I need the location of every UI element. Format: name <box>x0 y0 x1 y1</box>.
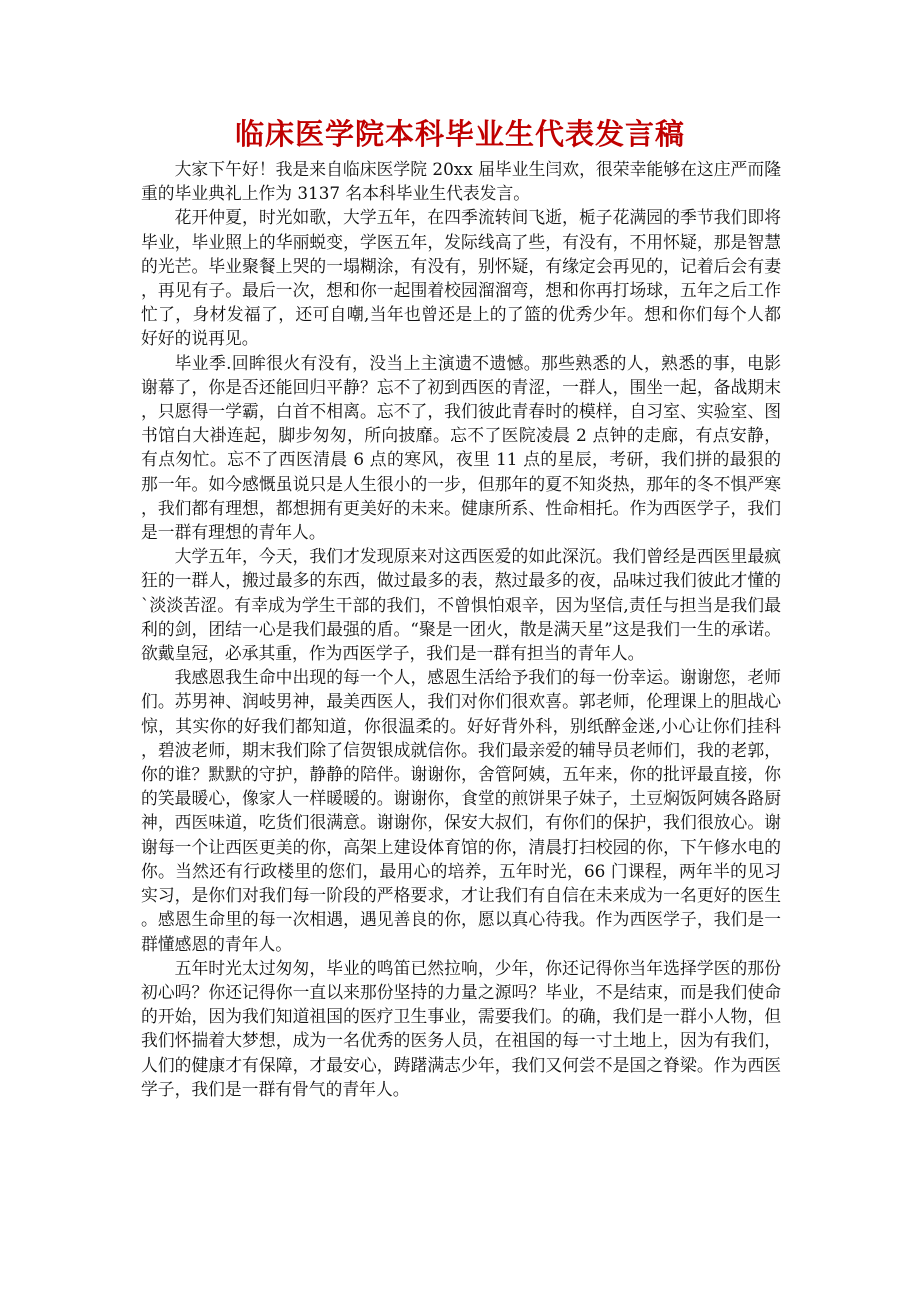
paragraph-greeting: 大家下午好！我是来自临床医学院 20xx 届毕业生闫欢，很荣幸能够在这庄严而隆重的毕业典礼上作为 3137 名本科毕业生代表发言。 <box>141 159 781 204</box>
paragraph-graduation-season: 花开仲夏，时光如歌，大学五年，在四季流转间飞逝，栀子花满园的季节我们即将毕业，毕业照上的华丽蜕变，学医五年，发际线高了些，有没有，不用怀疑，那是智慧的光芒。毕业聚餐上哭的一塌糊涂，有没有，别怀疑，有缘定会再见的，记着后会有妻，再见有子。最后一次，想和你一起围着校园溜溜弯，想和你再打场球，五年之后工作忙了，身材发福了，还可自嘲,当年也曾还是上的了篮的优秀少年。想和你们每个人都好好的说再见。 <box>141 207 781 349</box>
paragraph-gratitude: 我感恩我生命中出现的每一个人，感恩生活给予我们的每一份幸运。谢谢您，老师们。苏男神、润岐男神，最美西医人，我们对你们很欢喜。郭老师，伦理课上的胆战心惊，其实你的好我们都知道，你很温柔的。好好背外科，别纸醉金迷,小心让你们挂科，碧波老师，期末我们除了信贺银成就信你。我们最亲爱的辅导员老师们，我的老郭，你的谁？默默的守护，静静的陪伴。谢谢你，舍管阿姨，五年来，你的批评最直接，你的笑最暖心，像家人一样暖暖的。谢谢你，食堂的煎饼果子妹子，土豆焖饭阿姨各路厨神，西医味道，吃货们很满意。谢谢你，保安大叔们，有你们的保护，我们很放心。谢谢每一个让西医更美的你，高架上建设体育馆的你，清晨打扫校园的你，下午修水电的你。当然还有行政楼里的您们，最用心的培养，五年时光，66 门课程，两年半的见习实习，是你们对我们每一阶段的严格要求，才让我们有自信在未来成为一名更好的医生。感恩生命里的每一次相遇，遇见善良的你，愿以真心待我。作为西医学子，我们是一群懂感恩的青年人。 <box>141 667 781 954</box>
paragraph-memories: 毕业季.回眸很火有没有，没当上主演遗不遗憾。那些熟悉的人，熟悉的事，电影谢幕了，你是否还能回归平静？忘不了初到西医的青涩，一群人，围坐一起，备战期末，只愿得一学霸，白首不相离。忘不了，我们彼此青春时的模样，自习室、实验室、图书馆白大褂连起，脚步匆匆，所向披靡。忘不了医院凌晨 2 点钟的走廊，有点安静，有点匆忙。忘不了西医清晨 6 点的寒风，夜里 11 点的星辰，考研，我们拼的最狠的那一年。如今感慨虽说只是人生很小的一步，但那年的夏不知炎热，那年的冬不惧严寒，我们都有理想，都想拥有更美好的未来。健康所系、性命相托。作为西医学子，我们是一群有理想的青年人。 <box>141 352 781 543</box>
paragraph-five-years: 大学五年，今天，我们才发现原来对这西医爱的如此深沉。我们曾经是西医里最疯狂的一群人，搬过最多的东西，做过最多的表，熬过最多的夜，品味过我们彼此才懂的`淡淡苦涩。有幸成为学生干部的我们，不曾惧怕艰辛，因为坚信,责任与担当是我们最利的剑，团结一心是我们最强的盾。“聚是一团火，散是满天星”这是我们一生的承诺。欲戴皇冠，必承其重，作为西医学子，我们是一群有担当的青年人。 <box>141 546 781 664</box>
document-body <box>141 157 781 1101</box>
paragraph-mission: 五年时光太过匆匆，毕业的鸣笛已然拉响，少年，你还记得你当年选择学医的那份初心吗？你还记得你一直以来那份坚持的力量之源吗？毕业，不是结束，而是我们使命的开始，因为我们知道祖国的医疗卫生事业，需要我们。的确，我们是一群小人物，但我们怀揣着大梦想，成为一名优秀的医务人员，在祖国的每一寸土地上，因为有我们，人们的健康才有保障，才最安心，踌躇满志少年，我们又何尝不是国之脊梁。作为西医学子，我们是一群有骨气的青年人。 <box>141 957 781 1099</box>
document-title: 临床医学院本科毕业生代表发言稿 <box>234 117 685 151</box>
